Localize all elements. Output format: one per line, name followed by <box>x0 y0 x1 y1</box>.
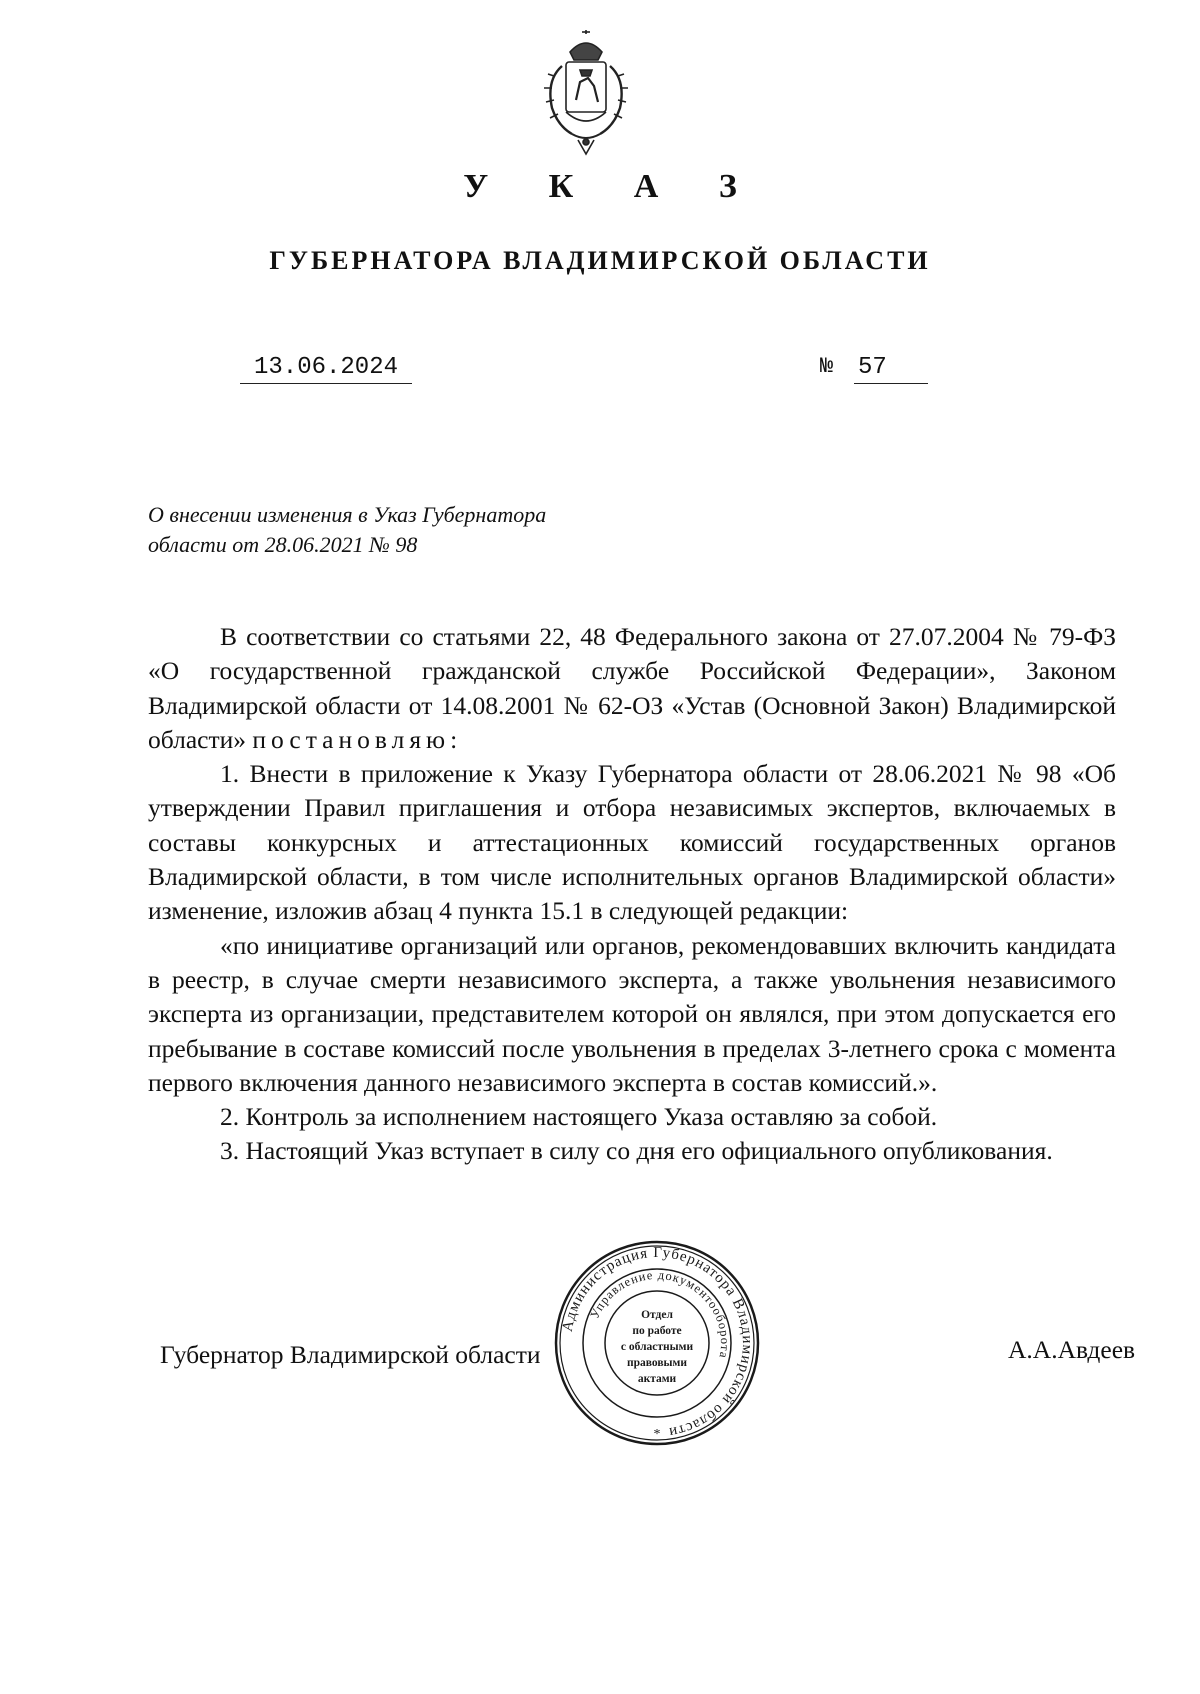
subject-line-1: О внесении изменения в Указ Губернатора <box>148 502 547 527</box>
document-subject <box>148 500 668 560</box>
stamp-center-line-3: с областными <box>620 1341 694 1353</box>
official-stamp-icon <box>552 1238 762 1448</box>
preamble-paragraph <box>148 620 1116 757</box>
stamp-inner-ring-text: Управление документооборота <box>587 1267 733 1360</box>
decree-word: постановляю: <box>252 724 463 754</box>
document-date: 13.06.2024 <box>240 354 412 384</box>
item-2-paragraph: 2. Контроль за исполнением настоящего Указа оставляю за собой. <box>220 1102 938 1132</box>
stamp-center-line-2: по работе <box>632 1325 682 1337</box>
preamble-text: В соответствии со статьями 22, 48 Федерального закона от 27.07.2004 № 79-ФЗ «О государственной гражданской службе Российской Федерации», Законом Владимирской области от 14.08.2001 № 62-ОЗ «Устав (Основной Закон) Владимирской области» <box>148 622 1116 754</box>
item-1-paragraph: 1. Внести в приложение к Указу Губернатора области от 28.06.2021 № 98 «Об утверждении Правил приглашения и отбора независимых экспертов, включаемых в составы конкурсных и аттестационных комиссий государственных органов Владимирской области, в том числе исполнительных органов Владимирской области» изменение, изложив абзац 4 пункта 15.1 в следующей редакции: <box>148 759 1116 926</box>
signatory-position: Губернатор Владимирской области <box>160 1340 541 1369</box>
subject-line-2: области от 28.06.2021 № 98 <box>148 532 418 557</box>
number-sign: № <box>820 354 834 379</box>
stamp-center-line-1: Отдел <box>641 1309 673 1321</box>
quoted-amendment-paragraph: «по инициативе организаций или органов, рекомендовавших включить кандидата в реестр, в случае смерти независимого эксперта, а также увольнения независимого эксперта из организации, представителем которой он являлся, при этом допускается его пребывание в составе комиссий после увольнения в пределах 3-летнего срока с момента первого включения данного независимого эксперта в состав комиссий.». <box>148 930 1116 1097</box>
issuer-title: ГУБЕРНАТОРА ВЛАДИМИРСКОЙ ОБЛАСТИ <box>269 246 931 275</box>
document-body <box>148 620 1116 1169</box>
item-3-paragraph: 3. Настоящий Указ вступает в силу со дня его официального опубликования. <box>220 1136 1053 1166</box>
signatory-name: А.А.Авдеев <box>1008 1335 1136 1364</box>
stamp-outer-text: Администрация Губернатора Владимирской области <box>559 1244 756 1441</box>
svg-text:*: * <box>653 1427 661 1442</box>
document-number: 57 <box>854 354 928 384</box>
document-type-title: У К А З <box>463 168 763 205</box>
stamp-center-line-4: правовыми <box>626 1357 688 1369</box>
stamp-center-line-5: актами <box>637 1373 677 1385</box>
coat-of-arms-icon <box>532 30 640 160</box>
